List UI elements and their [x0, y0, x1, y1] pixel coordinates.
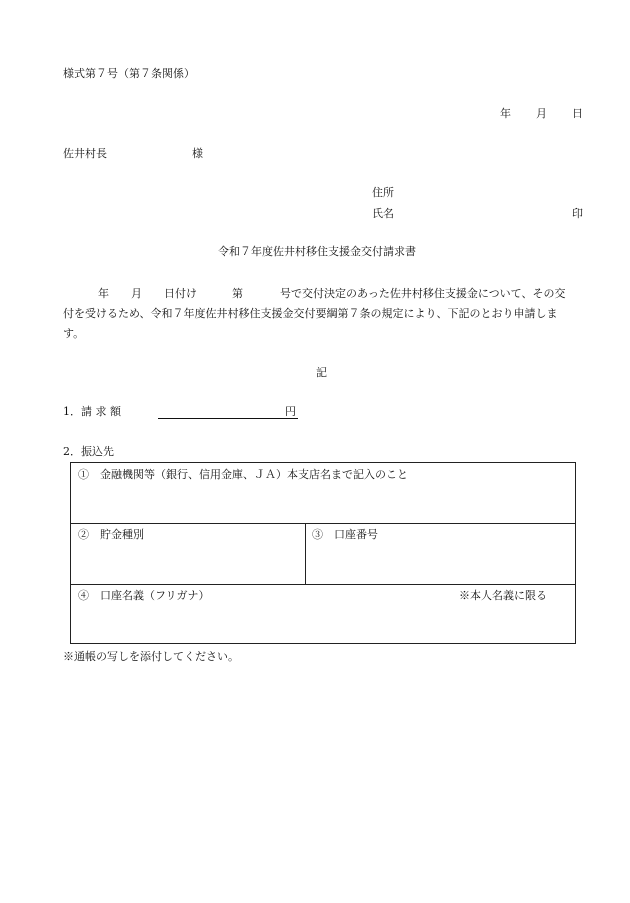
row-divider-1	[71, 523, 575, 524]
body-line-2: 付を受けるため、令和７年度佐井村移住支援金交付要綱第７条の規定により、下記のとおり申請しま	[63, 307, 558, 320]
body-line-3: す。	[63, 327, 85, 340]
body-month: 月	[131, 287, 142, 300]
body-paragraph	[63, 284, 585, 344]
addressee-honorific: 様	[192, 147, 203, 160]
date-year: 年	[500, 107, 511, 120]
account-name-note: ※本人名義に限る	[459, 589, 547, 602]
body-year: 年	[98, 287, 109, 300]
body-line-1	[63, 284, 585, 304]
request-label: 1．請 求 額	[63, 405, 121, 418]
addressee-name: 佐井村長	[63, 147, 107, 160]
amount-unit: 円	[285, 405, 296, 418]
form-number: 様式第７号（第７条関係）	[63, 67, 195, 80]
document-title: 令和７年度佐井村移住支援金交付請求書	[218, 245, 416, 258]
name-label: 氏名	[372, 207, 394, 220]
account-number-cell[interactable]: ③ 口座番号	[312, 528, 378, 541]
transfer-label: 2．振込先	[63, 445, 114, 458]
address-label: 住所	[372, 186, 394, 199]
account-name-cell[interactable]: ④ 口座名義（フリガナ）	[78, 589, 210, 602]
seal-mark: 印	[572, 207, 583, 220]
date-month: 月	[536, 107, 547, 120]
date-day: 日	[572, 107, 583, 120]
body-no-prefix: 第	[232, 287, 243, 300]
bank-name-cell[interactable]: ① 金融機関等（銀行、信用金庫、ＪＡ）本支店名まで記入のこと	[78, 468, 408, 481]
ki-heading: 記	[316, 366, 327, 379]
deposit-type-cell[interactable]: ② 貯金種別	[78, 528, 144, 541]
row-divider-2	[71, 584, 575, 585]
transfer-table	[70, 462, 576, 644]
body-line-1-rest: 号で交付決定のあった佐井村移住支援金について、その交	[280, 287, 566, 300]
footnote: ※通帳の写しを添付してください。	[63, 650, 239, 663]
col-divider	[305, 523, 306, 584]
body-day-ref: 日付け	[164, 287, 197, 300]
amount-field-line[interactable]	[158, 418, 298, 419]
